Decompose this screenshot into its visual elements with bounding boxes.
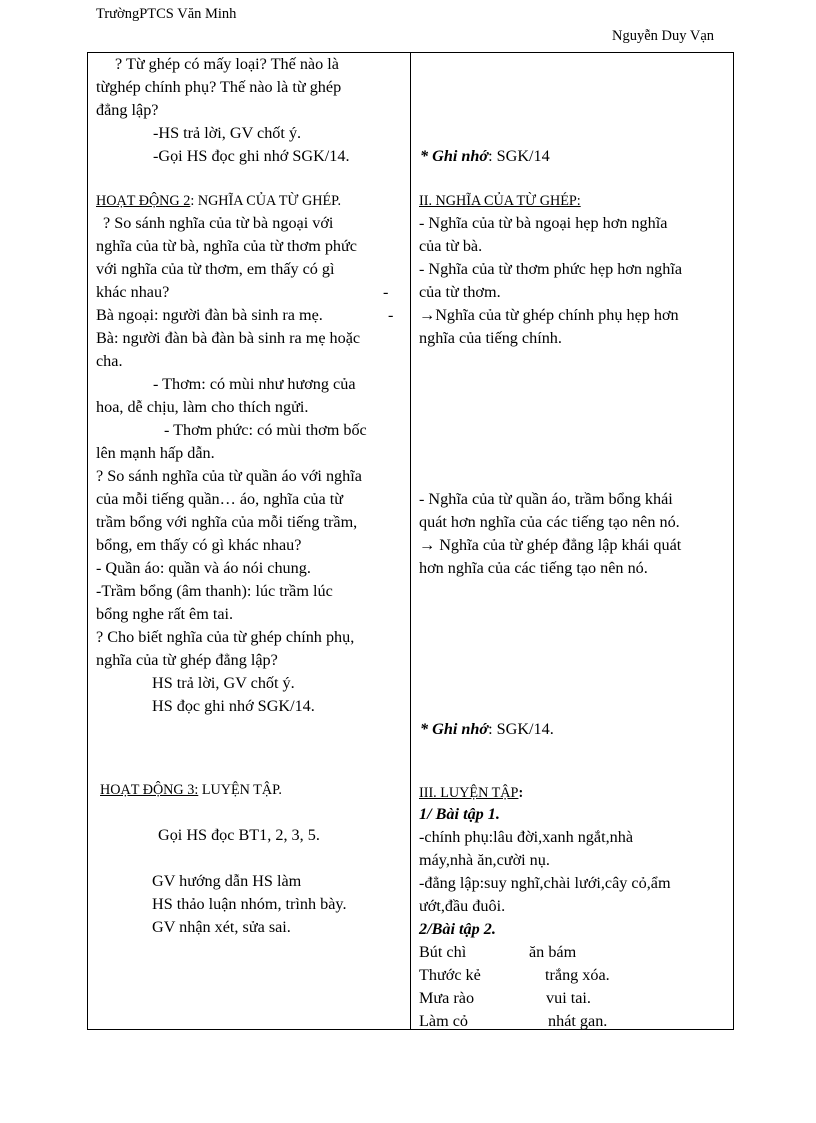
pair-1-right: ăn bám [529,943,577,961]
pair-2-left: Thước kẻ [419,966,481,984]
note-2 [420,718,554,740]
question-3-line-2: của mỗi tiếng quần… áo, nghĩa của từ [96,490,344,508]
student-discussion: HS thảo luận nhóm, trình bày. [152,895,347,913]
teacher-guidance: GV hướng dẫn HS làm [152,872,302,890]
right-3-text: Nghĩa của từ ghép chính phụ hẹp hơn [435,306,679,324]
question-2-line-2: nghĩa của từ bà, nghĩa của từ thơm phức [96,237,357,255]
section-2-title: II. NGHĨA CỦA TỪ GHÉP: [419,193,581,209]
answer-4: HS đọc ghi nhớ SGK/14. [152,697,315,715]
ba-ngoai-line-3: cha. [96,352,123,370]
note-2-label: * Ghi nhớ [420,720,489,738]
question-3-line-3: trầm bổng với nghĩa của mỗi tiếng trầm, [96,513,358,531]
question-2-dash: - [383,283,389,301]
arrow-icon: → [419,536,436,554]
activity-3-title: HOẠT ĐỘNG 3: [100,782,199,798]
note-1-text: : SGK/14 [488,147,550,165]
question-1-line-2: từghép chính phụ? Thế nào là từ ghép [96,78,342,96]
exercise-2-title: 2/Bài tập 2. [419,920,496,938]
question-2-line-3: với nghĩa của từ thơm, em thấy có gì [96,260,335,278]
question-1-line-3: đẳng lập? [96,101,159,119]
question-2-line-1: ? So sánh nghĩa của từ bà ngoại với [103,214,334,232]
dang-lap-line-2: ướt,đầu đuôi. [419,897,506,915]
thom-phuc-line-1: - Thơm phức: có mùi thơm bốc [164,421,367,439]
question-3-line-4: bổng, em thấy có gì khác nhau? [96,536,302,554]
ba-ngoai-dash: - [388,306,394,324]
activity-2-title-rest: : NGHĨA CỦA TỪ GHÉP. [190,193,341,209]
tram-bong-line-1: -Trầm bổng (âm thanh): lúc trầm lúc [96,582,333,600]
section-3-colon: : [518,785,524,801]
question-4-line-1: ? Cho biết nghĩa của từ ghép chính phụ, [96,628,355,646]
right-5-line-1 [419,534,681,556]
school-name: TrườngPTCS Văn Minh [96,6,237,22]
tram-bong-line-2: bổng nghe rất êm tai. [96,605,234,623]
thom-phuc-line-2: lên mạnh hấp dẫn. [96,444,215,462]
chinh-phu-line-1: -chính phụ:lâu đời,xanh ngắt,nhà [419,828,634,846]
right-1-line-1: - Nghĩa của từ bà ngoại hẹp hơn nghĩa [419,214,668,232]
right-1-line-2: của từ bà. [419,237,483,255]
activity-3-title-rest: LUYỆN TẬP. [198,782,282,798]
question-3-line-1: ? So sánh nghĩa của từ quần áo với nghĩa [96,467,362,485]
pair-3-left: Mưa rào [419,989,475,1007]
ba-ngoai-line-2: Bà: người đàn bà đàn bà sinh ra mẹ hoặc [96,329,361,347]
activity-2-title: HOẠT ĐỘNG 2 [96,193,191,209]
thom-line-1: - Thơm: có mùi như hương của [153,375,356,393]
right-3-line-2: nghĩa của tiếng chính. [419,329,562,347]
answer-1: -HS trả lời, GV chốt ý. [153,124,302,142]
activity-3-heading [100,779,282,801]
note-1-label: * Ghi nhớ [420,147,489,165]
exercise-instruction: Gọi HS đọc BT1, 2, 3, 5. [158,826,320,844]
exercise-1-title: 1/ Bài tập 1. [419,805,500,823]
right-5-line-2: hơn nghĩa của các tiếng tạo nên nó. [419,559,648,577]
pair-4-right: nhát gan. [548,1012,608,1030]
section-3-heading [419,782,523,804]
question-1-line-1: ? Từ ghép có mấy loại? Thế nào là [115,55,339,73]
note-1 [420,145,550,167]
answer-2: -Gọi HS đọc ghi nhớ SGK/14. [153,147,350,165]
lesson-table [87,52,734,1030]
pair-4-left: Làm cỏ [419,1012,468,1030]
question-4-line-2: nghĩa của từ ghép đẳng lập? [96,651,278,669]
right-4-line-1: - Nghĩa của từ quần áo, trầm bổng khái [419,490,673,508]
note-2-text: : SGK/14. [488,720,554,738]
ba-ngoai-line-1: Bà ngoại: người đàn bà sinh ra mẹ. [96,306,323,324]
teacher-name: Nguyễn Duy Vạn [612,28,715,44]
teacher-review: GV nhận xét, sửa sai. [152,918,291,936]
right-4-line-2: quát hơn nghĩa của các tiếng tạo nên nó. [419,513,680,531]
pair-1-left: Bút chì [419,943,467,961]
right-2-line-2: của từ thơm. [419,283,501,301]
right-3-line-1 [419,304,679,326]
right-2-line-1: - Nghĩa của từ thơm phức hẹp hơn nghĩa [419,260,683,278]
dang-lap-line-1: -đẳng lập:suy nghĩ,chài lưới,cây cỏ,ẩm [419,874,671,892]
right-5-text: Nghĩa của từ ghép đẳng lập khái quát [435,536,682,554]
section-3-title: III. LUYỆN TẬP [419,785,519,801]
chinh-phu-line-2: máy,nhà ăn,cười nụ. [419,851,550,869]
arrow-icon: → [419,306,436,324]
answer-3: HS trả lời, GV chốt ý. [152,674,295,692]
question-2-line-4: khác nhau? [96,283,170,301]
quan-ao: - Quần áo: quần và áo nói chung. [96,559,311,577]
pair-3-right: vui tai. [546,989,591,1007]
pair-2-right: trắng xóa. [545,966,610,984]
column-divider [410,53,411,1029]
activity-2-heading [96,190,341,212]
thom-line-2: hoa, dễ chịu, làm cho thích ngửi. [96,398,309,416]
